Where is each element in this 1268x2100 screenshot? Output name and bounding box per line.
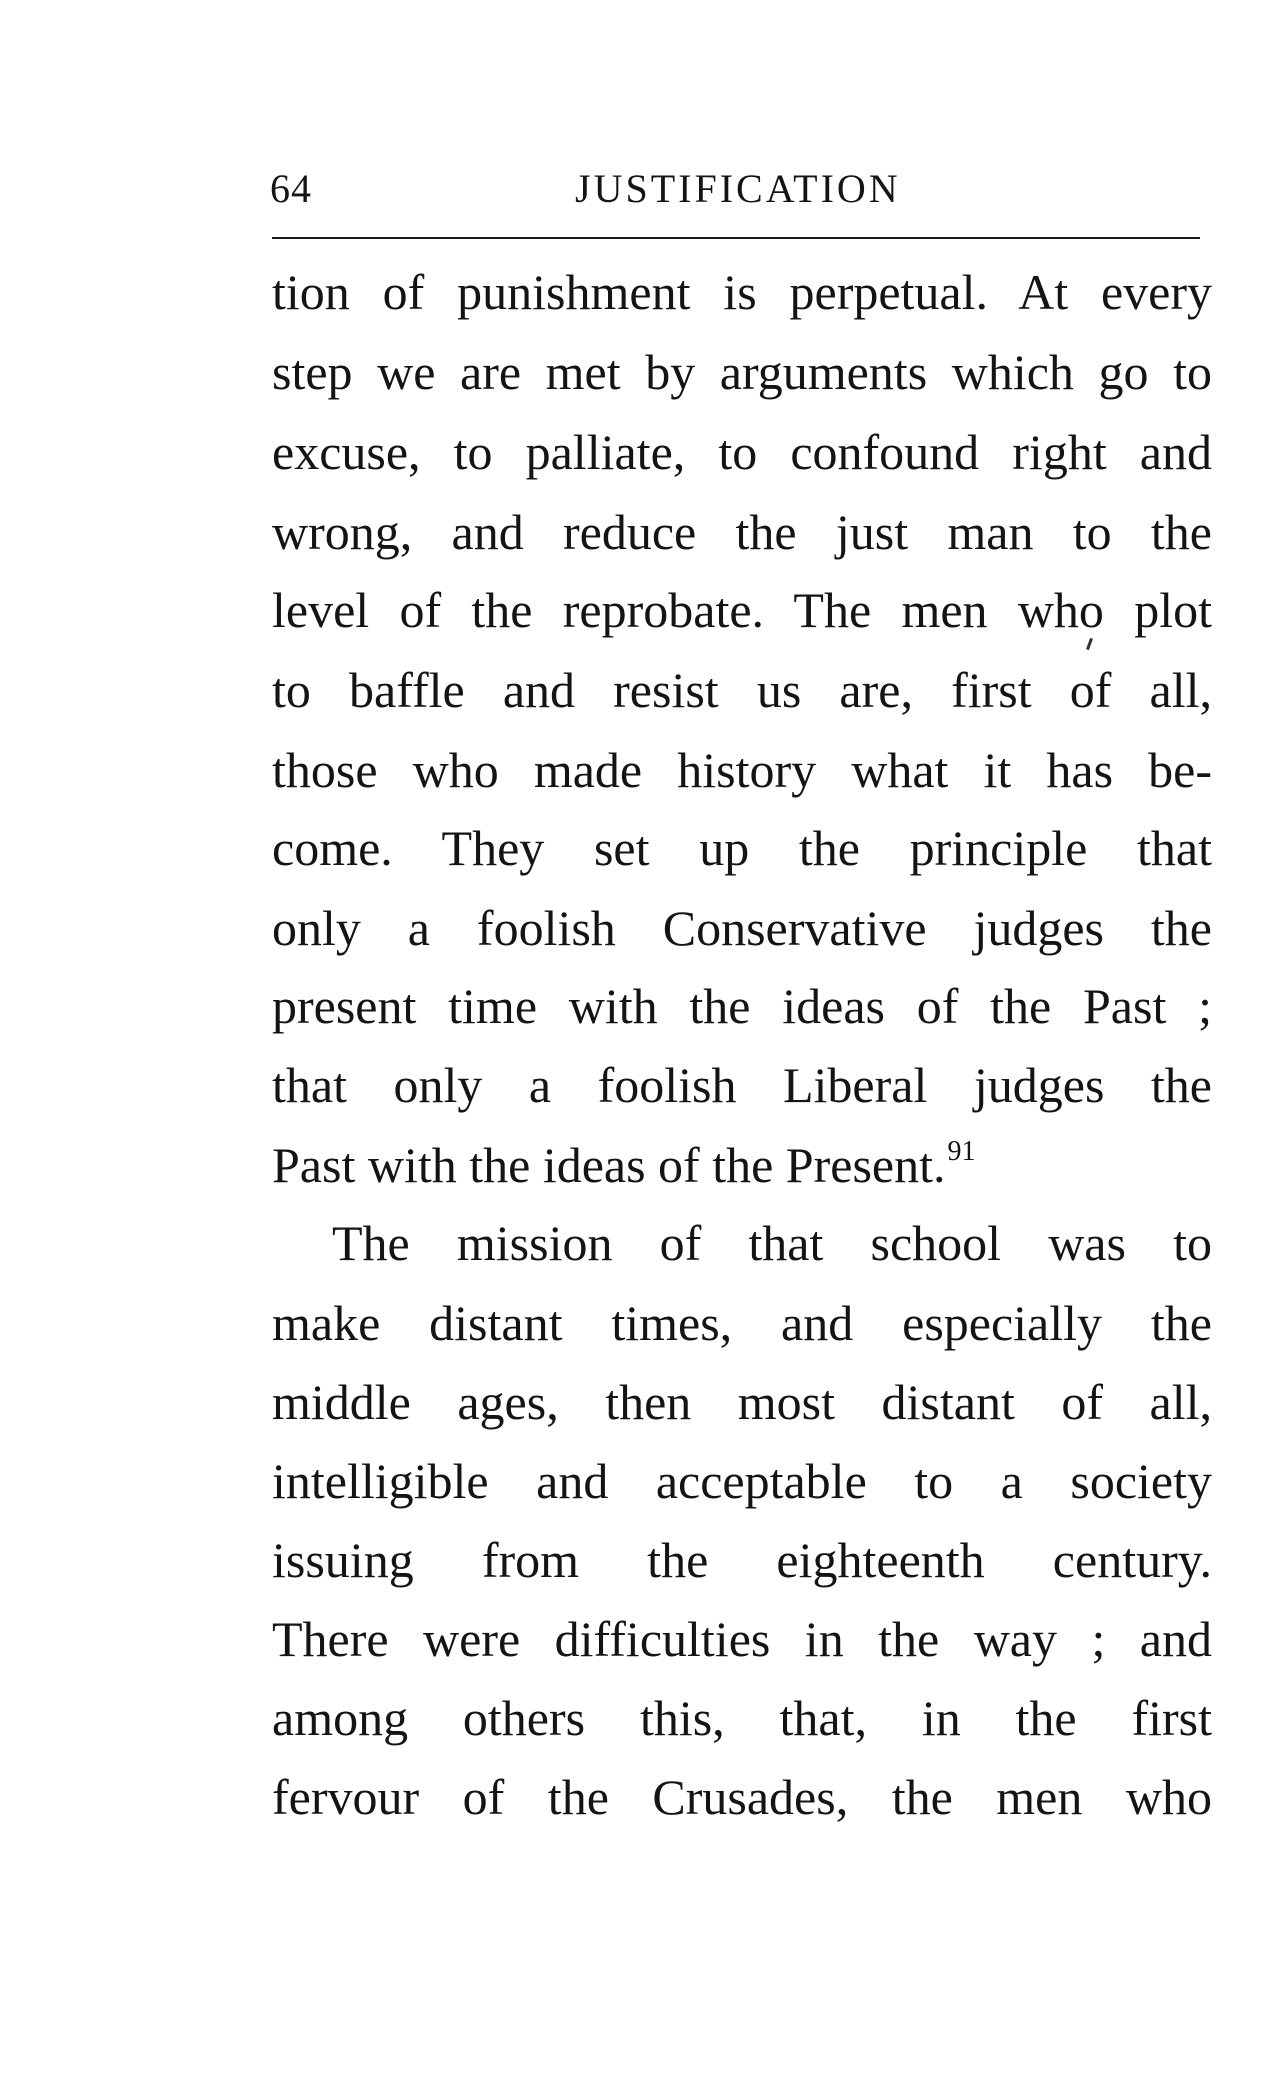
text-line: those who made history what it has be- [272, 742, 1212, 798]
text-line: issuing from the eighteenth century. [272, 1532, 1212, 1588]
text-line: intelligible and acceptable to a society [272, 1453, 1212, 1509]
page-number: 64 [270, 166, 312, 211]
text-line: fervour of the Crusades, the men who [272, 1769, 1212, 1825]
text-line: The mission of that school was to [332, 1215, 1212, 1271]
header-rule [272, 237, 1200, 239]
text-line: wrong, and reduce the just man to the [272, 504, 1212, 560]
text-line: come. They set up the principle that [272, 820, 1212, 876]
text-line: middle ages, then most distant of all, [272, 1374, 1212, 1430]
text-line-content: Past with the ideas of the Present. [272, 1137, 946, 1193]
text-line: tion of punishment is perpetual. At every [272, 264, 1212, 320]
text-line: present time with the ideas of the Past ; [272, 978, 1212, 1034]
text-line: among others this, that, in the first [272, 1690, 1212, 1746]
text-line: to baffle and resist us are, first of all, [272, 662, 1212, 718]
text-line: There were difficulties in the way ; and [272, 1611, 1212, 1667]
text-line: that only a foolish Liberal judges the [272, 1057, 1212, 1113]
text-line: step we are met by arguments which go to [272, 344, 1212, 400]
text-line: only a foolish Conservative judges the [272, 900, 1212, 956]
text-line: excuse, to palliate, to confound right and [272, 424, 1212, 480]
footnote-reference[interactable]: 91 [947, 1136, 976, 1167]
text-line: level of the reprobate. The men who plot [272, 582, 1212, 638]
text-line [272, 1135, 1212, 1195]
running-head: JUSTIFICATION [575, 166, 901, 211]
text-line: make distant times, and especially the [272, 1295, 1212, 1351]
